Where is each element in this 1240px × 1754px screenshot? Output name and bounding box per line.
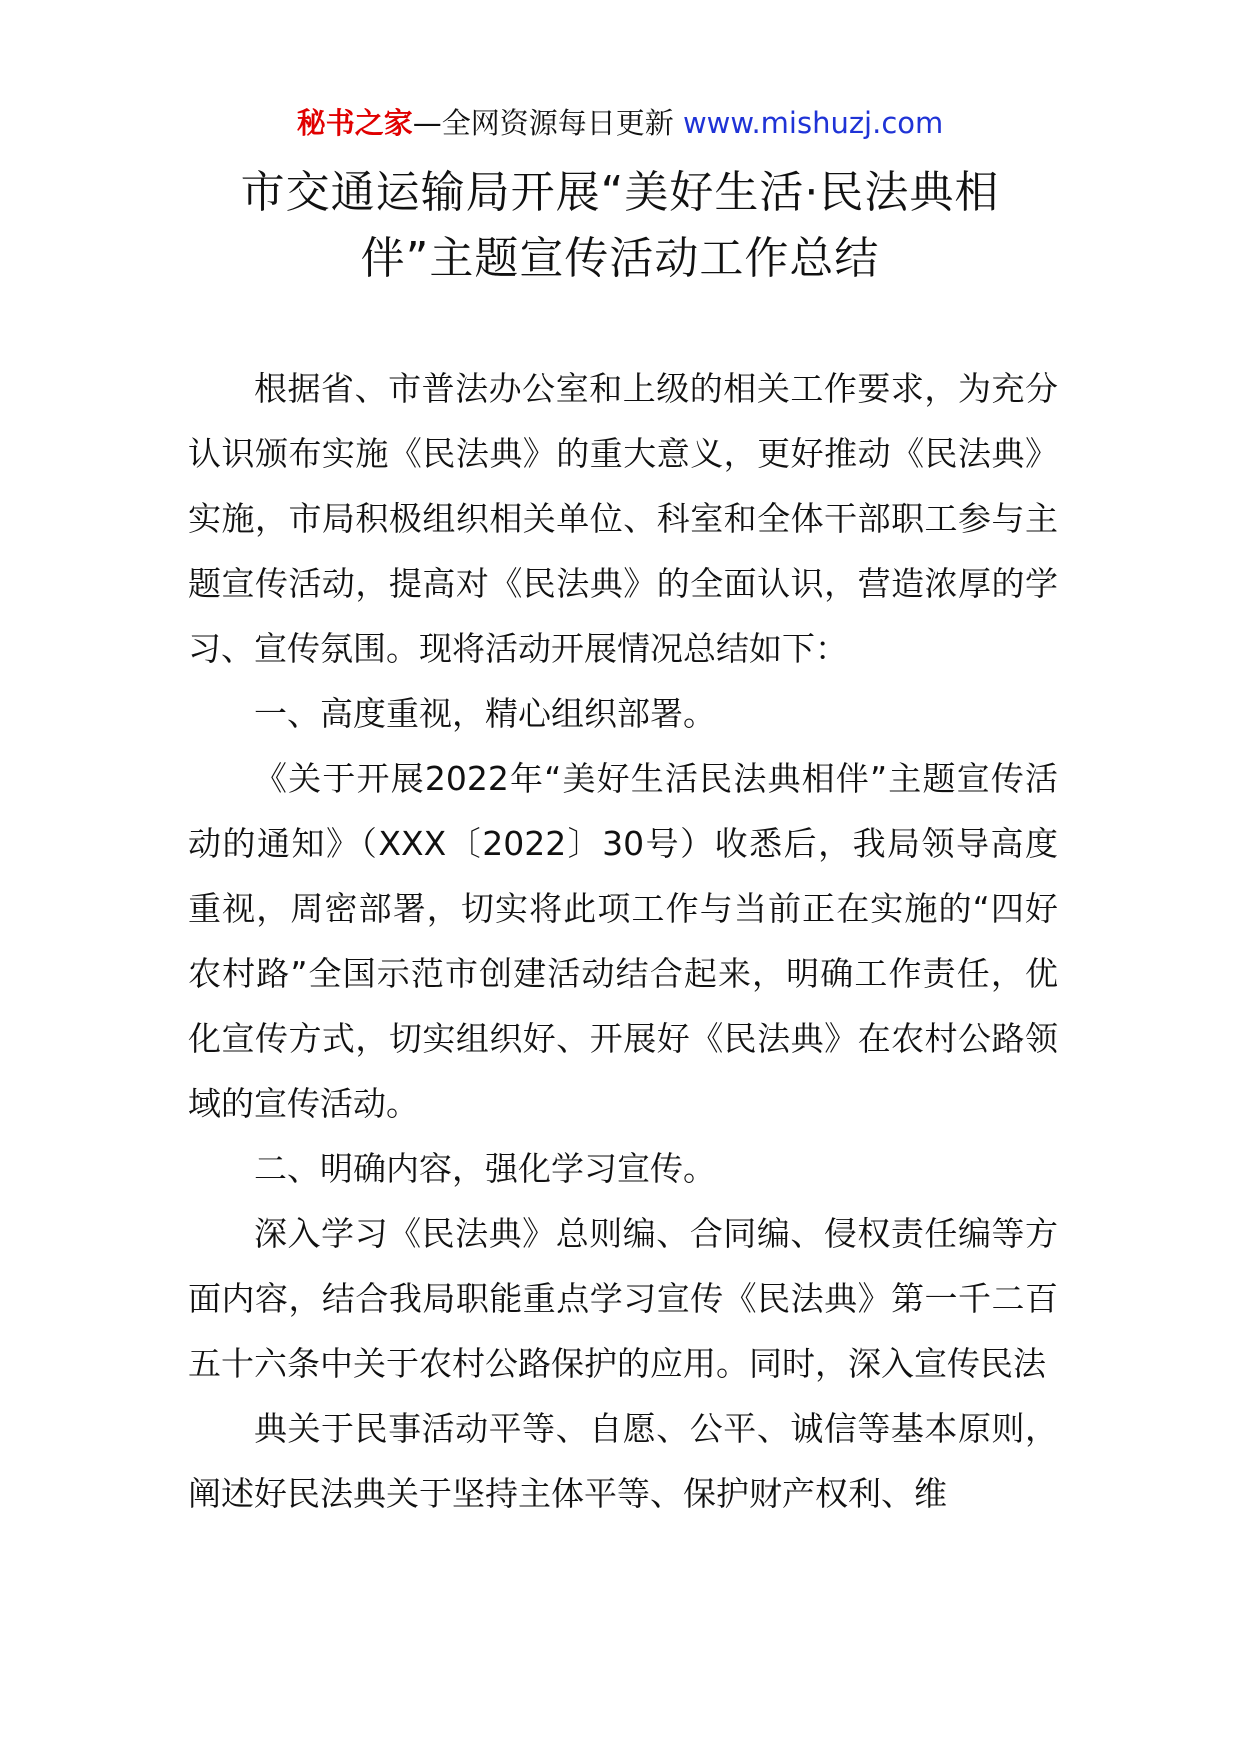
paragraph-intro: 根据省、市普法办公室和上级的相关工作要求，为充分认识颁布实施《民法典》的重大意义，更好推动《民法典》实施，市局积极组织相关单位、科室和全体干部职工参与主题宣传活动，提高对《民法典》的全面认识，营造浓厚的学习、宣传氛围。现将活动开展情况总结如下：	[188, 369, 1058, 668]
brand-name: 秘书之家	[296, 106, 413, 140]
paragraph-section-2: 深入学习《民法典》总则编、合同编、侵权责任编等方面内容，结合我局职能重点学习宣传《民法典》第一千二百五十六条中关于农村公路保护的应用。同时，深入宣传民法	[188, 1214, 1058, 1383]
title-line-1: 市交通运输局开展“美好生活·民法典相	[240, 167, 1000, 218]
section-heading-1: 一、高度重视，精心组织部署。	[254, 694, 716, 733]
document-body	[188, 356, 1058, 1526]
header-slogan: —全网资源每日更新	[412, 106, 683, 140]
paragraph-section-2-continued: 典关于民事活动平等、自愿、公平、诚信等基本原则，阐述好民法典关于坚持主体平等、保护财产权利、维	[188, 1409, 1058, 1513]
paragraph-section-1: 《关于开展2022年“美好生活民法典相伴”主题宣传活动的通知》（XXX〔2022〕30号）收悉后，我局领导高度重视，周密部署，切实将此项工作与当前正在实施的“四好农村路”全国示范市创建活动结合起来，明确工作责任，优化宣传方式，切实组织好、开展好《民法典》在农村公路领域的宣传活动。	[188, 759, 1058, 1123]
title-line-2: 伴”主题宣传活动工作总结	[360, 233, 880, 284]
site-header	[0, 100, 1240, 146]
site-url-link[interactable]: www.mishuzj.com	[682, 106, 944, 140]
document-title	[150, 160, 1090, 292]
section-heading-2: 二、明确内容，强化学习宣传。	[254, 1149, 716, 1188]
